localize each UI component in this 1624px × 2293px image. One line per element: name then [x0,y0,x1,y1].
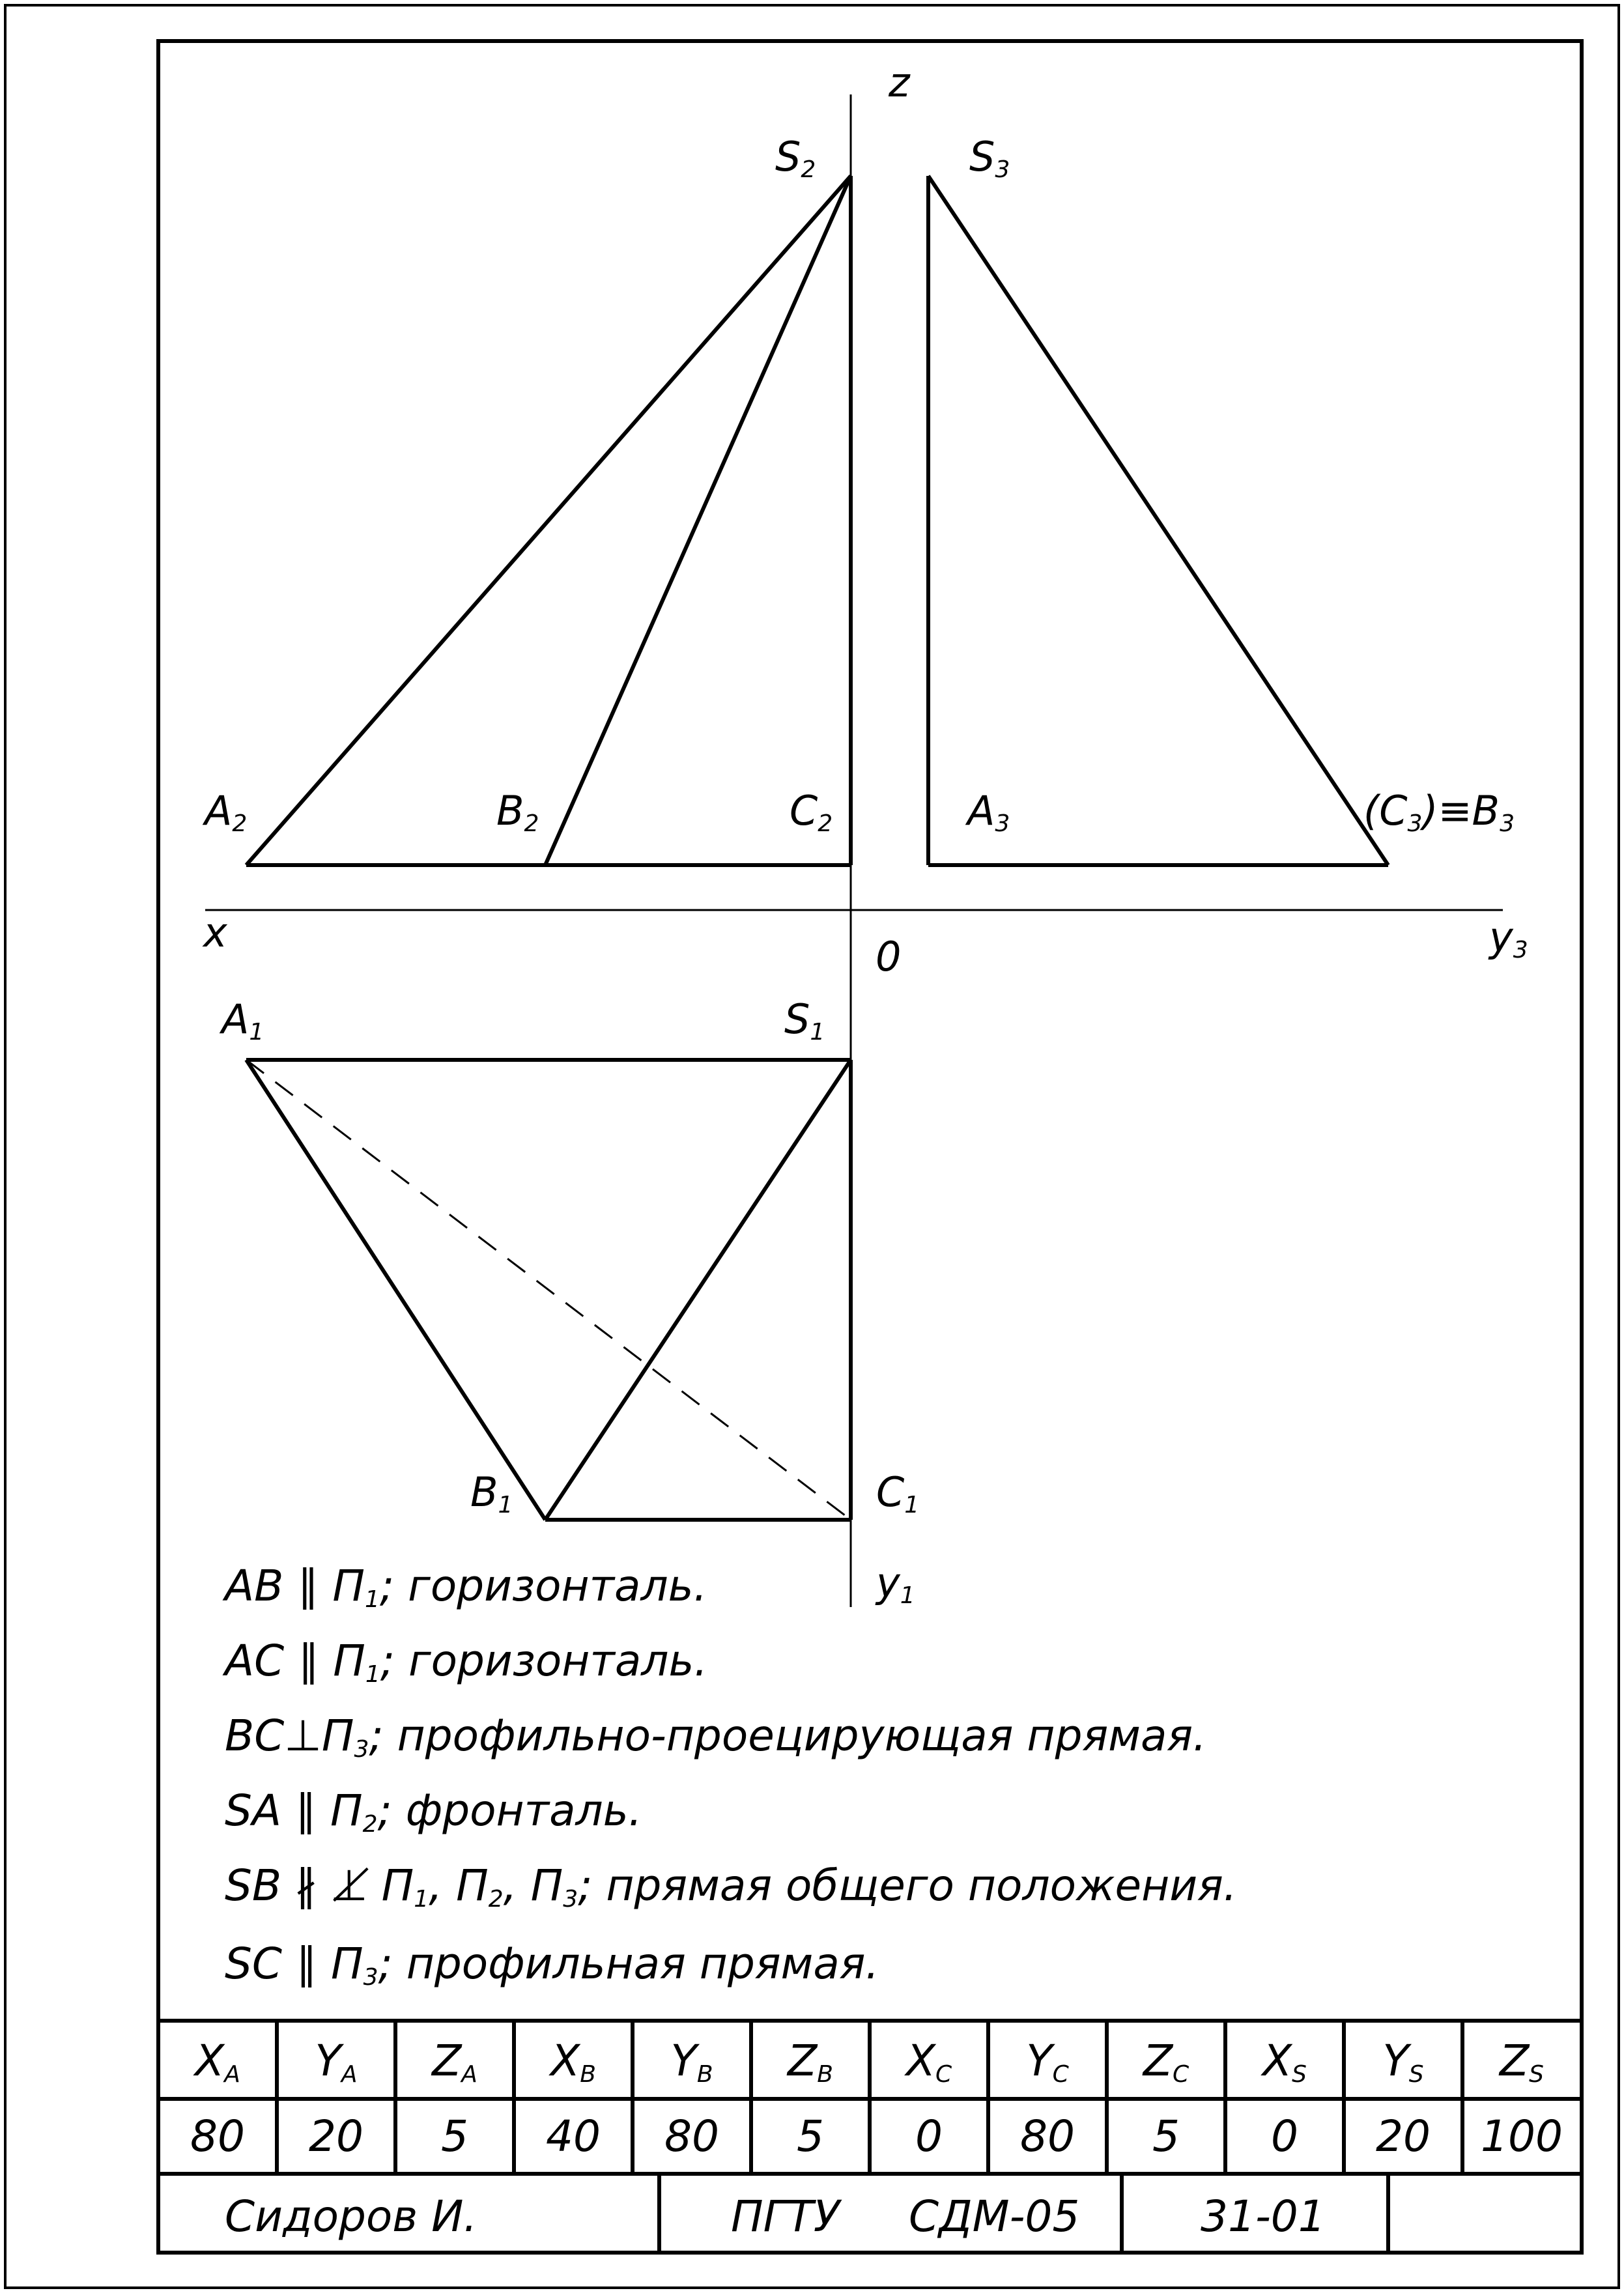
label-s3: S3 [969,133,1010,183]
table-header-cell: XC [905,2036,952,2088]
top-view [246,1060,851,1520]
front-view [246,176,851,865]
table-header-cell: ZS [1499,2036,1545,2088]
title-block-group: СДМ-05 [909,2191,1080,2242]
edge-s1-b1 [545,1060,851,1520]
table-value-cell: 20 [1376,2111,1431,2161]
label-a3: A3 [967,787,1010,837]
table-header-cell: XB [550,2036,596,2088]
title-block-org: ПГТУ [731,2191,840,2242]
inner-frame [158,41,1582,2253]
label-c2: C2 [790,787,833,837]
table-value-cell: 80 [1020,2111,1075,2161]
title-block-author: Сидоров И. [225,2191,477,2242]
table-header-cell: XS [1262,2036,1307,2088]
profile-view [928,176,1388,865]
table-value-cell: 0 [1271,2111,1298,2161]
axis-label-y1: y1 [876,1559,915,1609]
edge-a1-b1 [246,1060,545,1520]
table-header-cell: ZB [788,2036,833,2088]
table-value-cell: 80 [664,2111,719,2161]
table-header-cell: YA [315,2036,358,2088]
table-header-cell: XA [195,2036,240,2088]
origin-label: 0 [876,933,902,980]
note-line-sb: SB ∦ ⊥̸ П1, П2, П3; прямая общего положения. [225,1860,1237,1913]
table-value-cell: 5 [1152,2111,1180,2161]
label-a1: A1 [221,995,264,1046]
table-value-cell: 80 [190,2111,245,2161]
table-value-cell: 20 [309,2111,363,2161]
note-line-ac: AC ∥ П1; горизонталь. [225,1636,708,1688]
label-b1: B1 [470,1468,513,1518]
hidden-edge-a1-c1 [246,1060,851,1520]
axis-label-x: x [203,909,227,956]
table-header-cell: YB [670,2036,713,2088]
table-value-cell: 5 [441,2111,468,2161]
axis-label-z: z [889,59,910,106]
table-value-cell: 0 [915,2111,943,2161]
table-value-cell: 100 [1481,2111,1563,2161]
note-line-ab: AB ∥ П1; горизонталь. [225,1561,707,1613]
label-a2: A2 [205,787,248,837]
edge-s2-b2 [545,176,851,865]
label-s2: S2 [775,133,816,183]
edge-s3-c3 [928,176,1388,865]
table-header-cell: ZC [1143,2036,1190,2088]
label-c1: C1 [876,1468,920,1518]
table-header-cell: YC [1026,2036,1069,2088]
table-value-cell: 40 [546,2111,601,2161]
edge-s2-a2 [246,176,851,865]
table-value-cell: 5 [797,2111,824,2161]
note-line-sc: SC ∥ П3; профильная прямая. [225,1939,879,1991]
axis-label-y3: y3 [1489,913,1528,963]
note-line-sa: SA ∥ П2; фронталь. [225,1786,642,1838]
label-s1: S1 [784,995,825,1046]
label-b2: B2 [496,787,539,837]
title-block-code: 31-01 [1201,2191,1326,2242]
table-header-cell: YS [1382,2036,1424,2088]
table-header-cell: ZA [432,2036,477,2088]
label-c3-b3: (C3)≡B3 [1363,787,1515,837]
note-line-bc: BC⊥П3; профильно-проецирующая прямая. [225,1711,1207,1763]
